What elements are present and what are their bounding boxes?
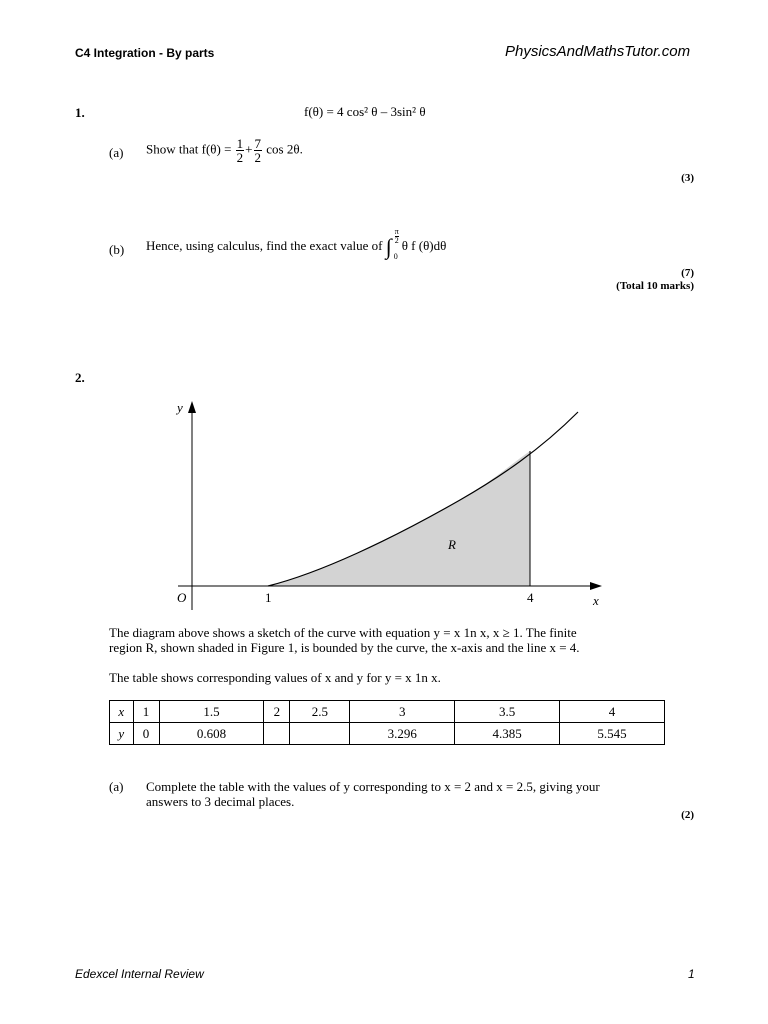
region-label-r: R xyxy=(448,537,456,552)
table-cell: 4 xyxy=(560,701,665,723)
table-cell: 1.5 xyxy=(159,701,264,723)
fraction-2 xyxy=(254,137,263,164)
y-axis-arrow xyxy=(188,401,196,413)
q2-para2: The table shows corresponding values of x and y for y = x 1n x. xyxy=(109,670,441,685)
table-cell: 3.5 xyxy=(455,701,560,723)
plus-sign: + xyxy=(245,141,253,157)
q1b-label: (b) xyxy=(109,242,125,257)
table-cell: 0.608 xyxy=(159,723,264,745)
question-1-number: 1. xyxy=(75,105,85,120)
q2-para1-line1: The diagram above shows a sketch of the curve with equation y = x 1n x, x ≥ 1. The finite xyxy=(109,625,577,640)
curve-figure xyxy=(160,395,620,620)
table-cell: 3.296 xyxy=(350,723,455,745)
q1-equation: f(θ) = 4 cos² θ – 3sin² θ xyxy=(304,104,426,119)
footer-source: Edexcel Internal Review xyxy=(75,967,204,981)
table-cell-blank xyxy=(264,723,290,745)
q2-para1-line2: region R, shown shaded in Figure 1, is bounded by the curve, the x-axis and the line x = 4. xyxy=(109,640,580,655)
table-row-y xyxy=(110,723,665,745)
header-site: PhysicsAndMathsTutor.com xyxy=(505,43,691,60)
header-title: C4 Integration - By parts xyxy=(75,46,215,60)
table-cell: 4.385 xyxy=(455,723,560,745)
integral-lower-limit: 0 xyxy=(393,252,398,261)
q1a-text xyxy=(146,137,303,164)
frac2-num: 7 xyxy=(254,136,262,151)
origin-label: O xyxy=(177,590,187,605)
x-axis-arrow xyxy=(590,582,602,590)
y-axis-label: y xyxy=(177,400,183,415)
integral-symbol: ∫ xyxy=(385,234,392,259)
table-cell: 2.5 xyxy=(290,701,350,723)
table-cell: 0 xyxy=(133,723,159,745)
q1-total-marks: (Total 10 marks) xyxy=(616,280,694,292)
frac1-num: 1 xyxy=(236,136,244,151)
q1b-marks: (7) xyxy=(681,267,694,279)
q2a-label: (a) xyxy=(109,779,124,794)
q1b-text-body: Hence, using calculus, find the exact value of xyxy=(146,237,383,253)
q2a-line1: Complete the table with the values of y corresponding to x = 2 and x = 2.5, giving your xyxy=(146,779,600,794)
page-number: 1 xyxy=(688,967,695,981)
table-cell: 3 xyxy=(350,701,455,723)
q1a-text-end: cos 2θ. xyxy=(266,141,303,157)
table-cell: 5.545 xyxy=(560,723,665,745)
table-cell: 1 xyxy=(133,701,159,723)
q2a-line2: answers to 3 decimal places. xyxy=(146,794,295,809)
tick-label-1: 1 xyxy=(265,590,272,605)
table-cell-blank xyxy=(290,723,350,745)
table-cell: 2 xyxy=(264,701,290,723)
question-2-number: 2. xyxy=(75,370,85,385)
table-cell: y xyxy=(110,723,134,745)
integral-sign xyxy=(385,227,402,262)
q1a-label: (a) xyxy=(109,145,124,160)
region-r-shading xyxy=(268,451,530,586)
frac2-den: 2 xyxy=(254,150,262,165)
tick-label-4: 4 xyxy=(527,590,534,605)
frac1-den: 2 xyxy=(236,150,244,165)
integrand: θ f (θ)dθ xyxy=(401,237,447,253)
integral-upper-limit: π 2 xyxy=(394,227,399,245)
values-table xyxy=(109,700,665,745)
table-row-x xyxy=(110,701,665,723)
q1b-text xyxy=(146,227,447,262)
q1a-marks: (3) xyxy=(681,172,694,184)
q1a-text-start: Show that f(θ) = xyxy=(146,141,232,157)
q2a-marks: (2) xyxy=(681,809,694,821)
table-cell: x xyxy=(110,701,134,723)
x-axis-label: x xyxy=(593,593,599,608)
fraction-1 xyxy=(236,137,245,164)
